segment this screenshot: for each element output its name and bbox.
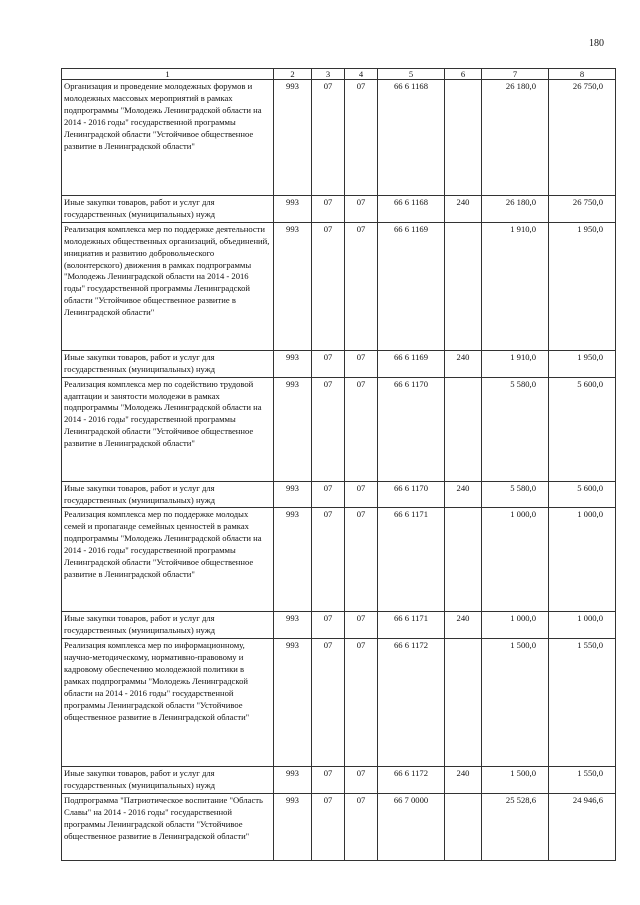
amount-cell: 26 750,0	[549, 80, 616, 196]
header-cell: 8	[549, 69, 616, 80]
table-row	[62, 767, 616, 794]
code-cell: 993	[274, 196, 312, 223]
amount-cell: 5 600,0	[549, 481, 616, 508]
target-code-cell: 66 6 1169	[378, 350, 445, 377]
header-cell: 3	[312, 69, 345, 80]
header-cell: 2	[274, 69, 312, 80]
section-cell: 07	[312, 196, 345, 223]
amount-cell: 1 000,0	[482, 508, 549, 612]
amount-cell: 1 000,0	[549, 612, 616, 639]
amount-cell: 1 500,0	[482, 639, 549, 767]
code-cell: 993	[274, 350, 312, 377]
row-name-cell: Подпрограмма "Патриотическое воспитание "Область Славы" на 2014 - 2016 годы" государственной программы Ленинградской области "Устойчивое общественное развитие в Ленинградской области"	[62, 794, 274, 861]
expense-type-cell: 240	[445, 481, 482, 508]
target-code-cell: 66 6 1171	[378, 508, 445, 612]
subsection-cell: 07	[345, 767, 378, 794]
section-cell: 07	[312, 794, 345, 861]
row-name-cell: Реализация комплекса мер по поддержке молодых семей и пропаганде семейных ценностей в рамках подпрограммы "Молодежь Ленинградской области на 2014 - 2016 годы" государственной программы Ленинградской области "Устойчивое общественное развитие в Ленинградской области"	[62, 508, 274, 612]
amount-cell: 1 950,0	[549, 222, 616, 350]
row-name-cell: Иные закупки товаров, работ и услуг для государственных (муниципальных) нужд	[62, 612, 274, 639]
expense-type-cell: 240	[445, 196, 482, 223]
table-row	[62, 481, 616, 508]
row-name-cell: Организация и проведение молодежных форумов и молодежных массовых мероприятий в рамках подпрограммы "Молодежь Ленинградской области на 2014 - 2016 годы" государственной программы Ленинградской области "Устойчивое общественное развитие в Ленинградской области"	[62, 80, 274, 196]
table-row	[62, 80, 616, 196]
subsection-cell: 07	[345, 481, 378, 508]
amount-cell: 26 180,0	[482, 196, 549, 223]
subsection-cell: 07	[345, 222, 378, 350]
amount-cell: 26 750,0	[549, 196, 616, 223]
expense-type-cell	[445, 222, 482, 350]
subsection-cell: 07	[345, 350, 378, 377]
budget-table	[61, 68, 616, 861]
amount-cell: 1 500,0	[482, 767, 549, 794]
header-cell: 7	[482, 69, 549, 80]
section-cell: 07	[312, 767, 345, 794]
section-cell: 07	[312, 80, 345, 196]
row-name-cell: Реализация комплекса мер по информационному, научно-методическому, нормативно-правовому и кадровому обеспечению молодежной политики в рамках подпрограммы "Молодежь Ленинградской области на 2014 - 2016 годы" государственной программы Ленинградской области "Устойчивое общественное развитие в Ленинградской области"	[62, 639, 274, 767]
amount-cell: 1 550,0	[549, 767, 616, 794]
row-name-cell: Иные закупки товаров, работ и услуг для государственных (муниципальных) нужд	[62, 350, 274, 377]
row-name-cell: Реализация комплекса мер по поддержке деятельности молодежных общественных организаций, объединений, инициатив и развитию добровольческого (волонтерского) движения в рамках подпрограммы "Молодежь Ленинградской области на 2014 - 2016 годы" государственной программы Ленинградской области "Устойчивое общественное развитие в Ленинградской области"	[62, 222, 274, 350]
amount-cell: 1 550,0	[549, 639, 616, 767]
target-code-cell: 66 6 1172	[378, 639, 445, 767]
code-cell: 993	[274, 222, 312, 350]
amount-cell: 25 528,6	[482, 794, 549, 861]
code-cell: 993	[274, 377, 312, 481]
amount-cell: 5 580,0	[482, 481, 549, 508]
section-cell: 07	[312, 222, 345, 350]
code-cell: 993	[274, 481, 312, 508]
subsection-cell: 07	[345, 377, 378, 481]
subsection-cell: 07	[345, 612, 378, 639]
code-cell: 993	[274, 612, 312, 639]
table-row	[62, 222, 616, 350]
amount-cell: 1 000,0	[482, 612, 549, 639]
amount-cell: 1 910,0	[482, 350, 549, 377]
expense-type-cell: 240	[445, 612, 482, 639]
expense-type-cell	[445, 80, 482, 196]
target-code-cell: 66 6 1170	[378, 481, 445, 508]
expense-type-cell	[445, 794, 482, 861]
amount-cell: 24 946,6	[549, 794, 616, 861]
table-header-row	[62, 69, 616, 80]
expense-type-cell: 240	[445, 767, 482, 794]
section-cell: 07	[312, 639, 345, 767]
row-name-cell: Иные закупки товаров, работ и услуг для государственных (муниципальных) нужд	[62, 767, 274, 794]
amount-cell: 26 180,0	[482, 80, 549, 196]
section-cell: 07	[312, 481, 345, 508]
row-name-cell: Реализация комплекса мер по содействию трудовой адаптации и занятости молодежи в рамках подпрограммы "Молодежь Ленинградской области на 2014 - 2016 годы" государственной программы Ленинградской области "Устойчивое общественное развитие в Ленинградской области"	[62, 377, 274, 481]
amount-cell: 1 910,0	[482, 222, 549, 350]
expense-type-cell: 240	[445, 350, 482, 377]
header-cell: 5	[378, 69, 445, 80]
target-code-cell: 66 6 1172	[378, 767, 445, 794]
table-row	[62, 639, 616, 767]
table-row	[62, 508, 616, 612]
row-name-cell: Иные закупки товаров, работ и услуг для государственных (муниципальных) нужд	[62, 196, 274, 223]
table-row	[62, 794, 616, 861]
section-cell: 07	[312, 350, 345, 377]
target-code-cell: 66 7 0000	[378, 794, 445, 861]
section-cell: 07	[312, 508, 345, 612]
amount-cell: 1 950,0	[549, 350, 616, 377]
table-row	[62, 377, 616, 481]
page-number: 180	[589, 38, 604, 49]
table-row	[62, 350, 616, 377]
header-cell: 1	[62, 69, 274, 80]
subsection-cell: 07	[345, 196, 378, 223]
amount-cell: 5 600,0	[549, 377, 616, 481]
amount-cell: 5 580,0	[482, 377, 549, 481]
code-cell: 993	[274, 80, 312, 196]
code-cell: 993	[274, 794, 312, 861]
row-name-cell: Иные закупки товаров, работ и услуг для государственных (муниципальных) нужд	[62, 481, 274, 508]
code-cell: 993	[274, 508, 312, 612]
table-row	[62, 612, 616, 639]
amount-cell: 1 000,0	[549, 508, 616, 612]
section-cell: 07	[312, 612, 345, 639]
subsection-cell: 07	[345, 794, 378, 861]
target-code-cell: 66 6 1169	[378, 222, 445, 350]
expense-type-cell	[445, 639, 482, 767]
subsection-cell: 07	[345, 80, 378, 196]
expense-type-cell	[445, 508, 482, 612]
expense-type-cell	[445, 377, 482, 481]
target-code-cell: 66 6 1168	[378, 80, 445, 196]
subsection-cell: 07	[345, 639, 378, 767]
target-code-cell: 66 6 1168	[378, 196, 445, 223]
code-cell: 993	[274, 767, 312, 794]
subsection-cell: 07	[345, 508, 378, 612]
target-code-cell: 66 6 1170	[378, 377, 445, 481]
header-cell: 6	[445, 69, 482, 80]
target-code-cell: 66 6 1171	[378, 612, 445, 639]
table-row	[62, 196, 616, 223]
header-cell: 4	[345, 69, 378, 80]
section-cell: 07	[312, 377, 345, 481]
code-cell: 993	[274, 639, 312, 767]
